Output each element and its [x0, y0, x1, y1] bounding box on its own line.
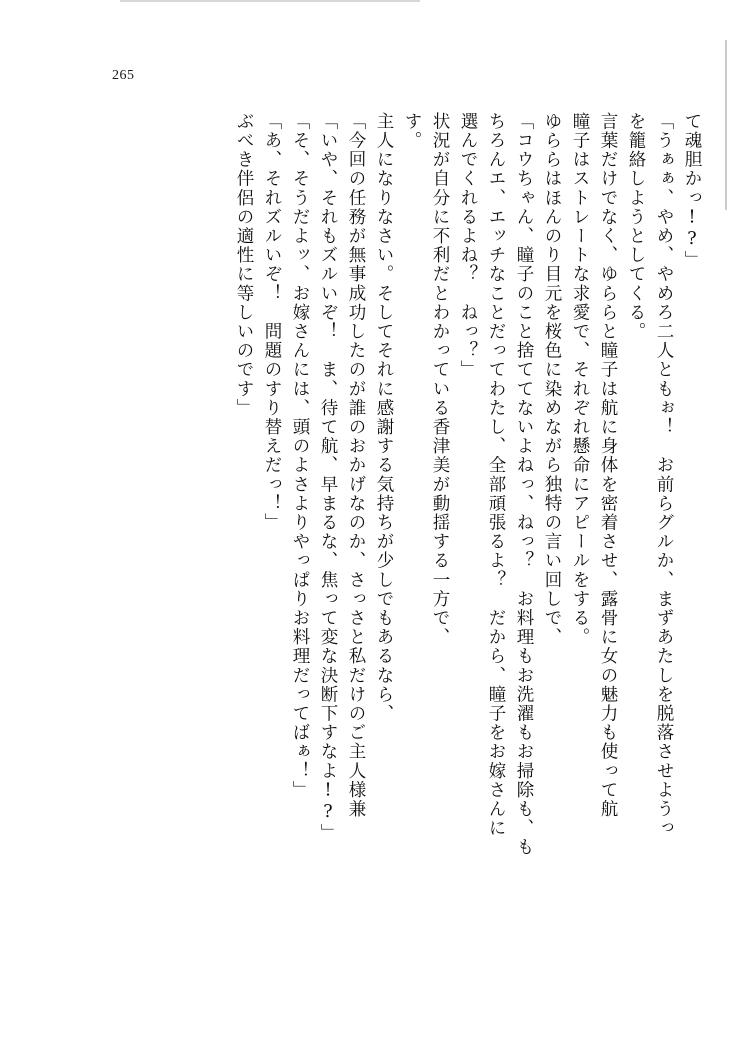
text-column: ちろんエ、エッチなことだってわたし、全部頑張るよ？ だから、瞳子をお嫁さんに: [486, 112, 506, 838]
text-column: 言葉だけでなく、ゆららと瞳子は航に身体を密着させ、露骨に女の魅力も使って航: [598, 112, 618, 819]
vertical-text-body: [224, 112, 700, 952]
text-column: 「コウちゃん、瞳子のこと捨ててないよねっ、ねっ？ お料理もお洗濯もお掃除も、も: [514, 112, 534, 857]
text-column: 瞳子はストレートな求愛で、それぞれ懸命にアピールをする。: [570, 112, 590, 647]
text-column: 「うぁぁ、やめ、やめろ二人ともぉ！ お前らグルか、まずあたしを脱落させようっ: [654, 112, 674, 838]
text-column: を籠絡しようとしてくる。: [626, 112, 646, 342]
crop-mark-right: [725, 40, 727, 210]
text-column: 「そ、そうだよッ、お嫁さんには、頭のよさよりやっぱりお料理だってばぁ！」: [290, 112, 310, 800]
text-column: 状況が自分に不利だとわかっている香津美が動揺する一方で、: [430, 112, 450, 647]
text-column: 「いや、それもズルいぞ！ ま、待て航、早まるな、焦って変な決断下すなよ!?」: [318, 112, 338, 843]
text-column: 「あ、それズルいぞ！ 問題のすり替えだっ！」: [262, 112, 282, 533]
text-column: す。: [402, 112, 422, 151]
text-column: ぶべき伴侶の適性に等しいのです」: [234, 112, 254, 418]
page-number: 265: [112, 68, 135, 83]
text-column: 選んでくれるよね？ ねっ？」: [458, 112, 478, 380]
text-column: 主人になりなさい。そしてそれに感謝する気持ちが少しでもあるなら、: [374, 112, 394, 724]
text-column: ゆららはほんのり目元を桜色に染めながら独特の言い回しで、: [542, 112, 562, 647]
crop-mark-top: [120, 0, 420, 2]
text-column: て魂胆かっ!?」: [682, 112, 702, 270]
text-column: 「今回の任務が無事成功したのが誰のおかげなのか、さっさと私だけのご主人様兼: [346, 112, 366, 819]
